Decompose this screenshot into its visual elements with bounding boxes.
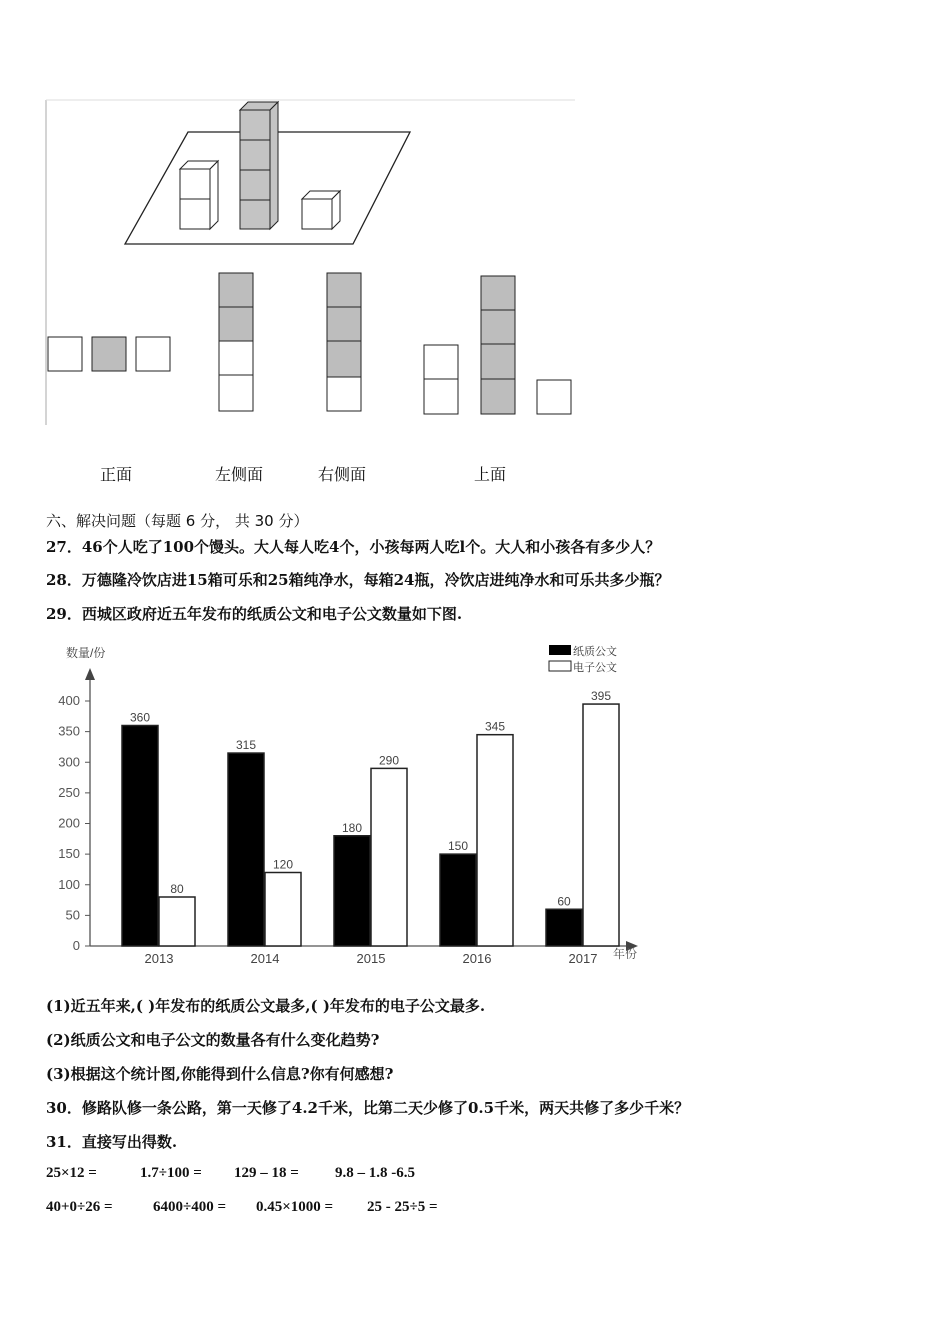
y-tick-label: 400	[58, 693, 80, 708]
y-tick-label: 350	[58, 723, 80, 739]
calc-item: 6400÷400 =	[153, 1199, 227, 1215]
question-29-part-1: (1)近五年来,( )年发布的纸质公文最多,( )年发布的电子公文最多.	[46, 997, 486, 1015]
legend-electronic-label: 电子公文	[573, 662, 617, 674]
x-axis-title: 年份	[613, 947, 638, 961]
y-tick-label: 0	[72, 938, 80, 953]
left-view-label: 左侧面	[215, 465, 264, 484]
bar-paper	[334, 836, 370, 946]
bar-value-label: 80	[170, 882, 184, 896]
bar-value-label: 360	[129, 710, 151, 725]
x-tick-label: 2017	[568, 951, 598, 966]
bar-electronic	[583, 704, 619, 946]
bar-paper	[440, 854, 476, 946]
bar-paper	[546, 909, 582, 946]
bar-value-label: 315	[235, 738, 257, 753]
calc-item: 25 - 25÷5 =	[367, 1199, 438, 1215]
left-stack	[180, 161, 218, 229]
y-tick-label: 250	[58, 784, 80, 800]
legend-paper-swatch	[549, 645, 571, 655]
question-29: 29．西城区政府近五年发布的纸质公文和电子公文数量如下图.	[46, 605, 463, 623]
question-28: 28．万德隆冷饮店进15箱可乐和25箱纯净水，每箱24瓶，冷饮店进纯净水和可乐共多少瓶？	[46, 571, 670, 589]
bar-value-label: 290	[378, 753, 400, 768]
calc-item: 0.45×1000 =	[256, 1199, 334, 1215]
x-tick-label: 2015	[356, 951, 386, 966]
bar-electronic	[371, 768, 407, 946]
legend-electronic-swatch	[549, 661, 571, 671]
front-view	[48, 337, 170, 371]
document-count-chart	[40, 630, 660, 975]
top-view-label: 上面	[474, 465, 507, 484]
calc-item: 25×12 =	[46, 1165, 97, 1181]
calc-item: 40+0÷26 =	[46, 1199, 113, 1215]
bar-electronic	[477, 735, 513, 946]
right-cube	[302, 191, 340, 229]
calc-item: 129 – 18 =	[234, 1165, 299, 1181]
bar-value-label: 395	[590, 689, 612, 704]
question-29-part-3: (3)根据这个统计图,你能得到什么信息?你有何感想?	[46, 1065, 394, 1083]
y-tick-label: 50	[65, 907, 80, 923]
legend-paper-label: 纸质公文	[573, 646, 617, 658]
x-tick-label: 2013	[144, 951, 174, 966]
y-tick-label: 150	[58, 846, 80, 862]
y-tick-label: 300	[58, 754, 80, 770]
x-tick-label: 2014	[250, 951, 280, 966]
bar-value-label: 120	[272, 857, 294, 872]
y-tick-label: 100	[58, 876, 80, 892]
y-tick-label: 200	[58, 815, 80, 831]
bar-paper	[228, 753, 264, 946]
cube-views-figure	[40, 95, 580, 425]
section-title: 六、解决问题（每题 6 分， 共 30 分）	[46, 512, 309, 530]
bar-electronic	[159, 897, 195, 946]
left-view	[219, 273, 253, 411]
right-view	[327, 273, 361, 411]
bar-value-label: 180	[341, 820, 363, 835]
bar-value-label: 150	[447, 839, 469, 854]
top-view	[424, 276, 571, 414]
y-axis-title: 数量/份	[66, 646, 106, 660]
bar-electronic	[265, 873, 301, 947]
right-view-label: 右侧面	[318, 465, 367, 484]
bar-paper	[122, 726, 158, 947]
question-30: 30．修路队修一条公路，第一天修了4.2千米，比第二天少修了0.5千米，两天共修了多少千米？	[46, 1099, 690, 1117]
y-axis-arrow	[85, 668, 95, 680]
question-29-part-2: (2)纸质公文和电子公文的数量各有什么变化趋势?	[46, 1031, 380, 1049]
center-stack	[240, 102, 278, 229]
question-27: 27．46个人吃了100个馒头。大人每人吃4个，小孩每两人吃l个。大人和小孩各有多少人？	[46, 538, 661, 556]
bar-value-label: 60	[557, 894, 571, 909]
calc-item: 1.7÷100 =	[140, 1165, 202, 1181]
calc-item: 9.8 – 1.8 -6.5	[335, 1165, 415, 1181]
x-tick-label: 2016	[462, 951, 492, 966]
bar-value-label: 345	[484, 719, 506, 734]
question-31: 31．直接写出得数.	[46, 1133, 178, 1151]
front-view-label: 正面	[100, 465, 133, 484]
